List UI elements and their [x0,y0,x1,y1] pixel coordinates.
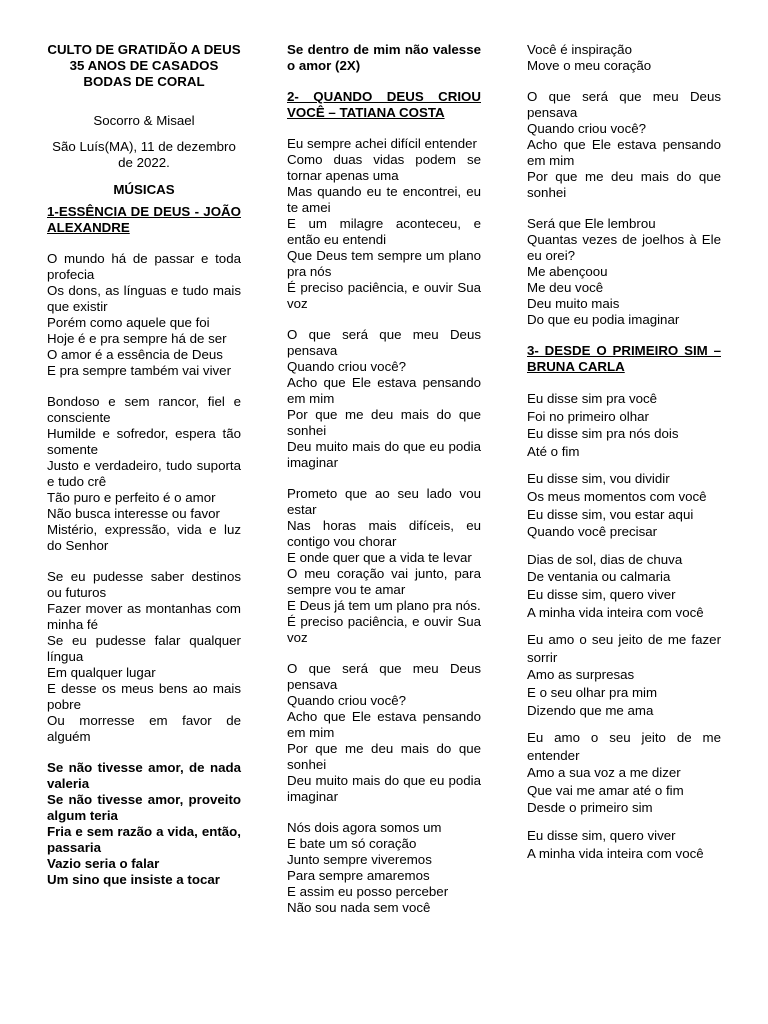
lyric-line: Ou morresse em favor de alguém [47,713,241,744]
lyric-line: Um sino que insiste a tocar [47,872,220,887]
lyric-line: Fazer mover as montanhas com minha fé [47,601,241,632]
title-line: CULTO DE GRATIDÃO A DEUS [47,42,241,57]
lyric-line: Dizendo que me ama [527,702,654,718]
lyric-line: Desde o primeiro sim [527,800,653,816]
couple-names: Socorro & Misael [93,113,195,128]
lyric-line: Não busca interesse ou favor [47,506,220,521]
lyric-line: O amor é a essência de Deus [47,347,223,362]
lyric-line: O que será que meu Deus pensava [287,661,481,692]
song2-stanza [527,216,721,328]
song2-stanza [287,661,481,805]
lyric-line: E bate um só coração [287,836,417,851]
lyric-line: Junto sempre viveremos [287,852,432,867]
song1-heading: 1-ESSÊNCIA DE DEUS - JOÃO ALEXANDRE [47,204,241,235]
lyric-line: Dias de sol, dias de chuva [527,551,683,567]
song3-stanza [527,729,721,817]
lyric-line: Deu muito mais do que eu podia imaginar [287,773,481,804]
lyric-line: Justo e verdadeiro, tudo suporta e tudo crê [47,458,241,489]
lyric-line: Deu muito mais [527,296,620,311]
lyric-line: Acho que Ele estava pensando em mim [287,375,481,406]
music-label: MÚSICAS [113,182,175,197]
lyric-line: Humilde e sofredor, espera tão somente [47,426,241,457]
lyric-line: Os dons, as línguas e tudo mais que existir [47,283,241,314]
lyric-line: Porém como aquele que foi [47,315,210,330]
lyric-line: E desse os meus bens ao mais pobre [47,681,241,712]
lyric-line: O que será que meu Deus pensava [527,89,721,120]
lyric-line: Será que Ele lembrou [527,216,656,231]
lyric-line: Prometo que ao seu lado vou estar [287,486,481,517]
lyric-line: É preciso paciência, e ouvir Sua voz [287,280,481,311]
lyric-line: Eu disse sim, quero viver [527,586,676,602]
lyric-line: Que vai me amar até o fim [527,782,684,798]
lyric-line: Move o meu coração [527,58,652,73]
lyric-line: Hoje é e pra sempre há de ser [47,331,227,346]
column-1 [47,42,241,903]
lyric-line: Se eu pudesse falar qualquer língua [47,633,241,664]
lyric-line: Em qualquer lugar [47,665,156,680]
song2-stanza [287,327,481,471]
song1-chorus-end [287,42,481,74]
song3-heading: 3- DESDE O PRIMEIRO SIM – BRUNA CARLA [527,343,721,374]
lyric-line: Acho que Ele estava pensando em mim [287,709,481,740]
lyric-line: Quando criou você? [527,121,647,136]
song2-stanza [287,486,481,646]
song1-chorus [47,760,241,888]
lyric-line: Bondoso e sem rancor, fiel e consciente [47,394,241,425]
lyric-line: Foi no primeiro olhar [527,408,649,424]
lyric-line: Amo a sua voz a me dizer [527,765,681,781]
lyric-line: Quantas vezes de joelhos à Ele eu orei? [527,232,721,263]
lyric-line: Eu disse sim pra nós dois [527,426,679,442]
song3-stanza [527,551,721,621]
lyric-line: Para sempre amaremos [287,868,430,883]
lyric-line: Por que me deu mais do que sonhei [527,169,721,200]
lyric-line: Até o fim [527,443,580,459]
lyric-line: Eu disse sim, vou dividir [527,471,670,487]
lyric-line: E assim eu posso perceber [287,884,449,899]
lyric-line: A minha vida inteira com você [527,845,704,861]
lyric-line: Que Deus tem sempre um plano pra nós [287,248,481,279]
song3-stanza [527,470,721,540]
title-line: 35 ANOS DE CASADOS [69,58,219,73]
lyric-line: Nas horas mais difíceis, eu contigo vou chorar [287,518,481,549]
column-2 [287,42,481,931]
lyric-line: Por que me deu mais do que sonhei [287,407,481,438]
lyric-line: Se não tivesse amor, de nada valeria [47,760,241,791]
lyric-line: Eu disse sim, quero viver [527,828,676,844]
lyric-line: Se dentro de mim não valesse o amor (2X) [287,42,481,73]
lyric-line: Acho que Ele estava pensando em mim [527,137,721,168]
song2-stanza [287,136,481,312]
lyric-line: Me abençoou [527,264,608,279]
lyric-line: É preciso paciência, e ouvir Sua voz [287,614,481,645]
lyric-line: O meu coração vai junto, para sempre vou te amar [287,566,481,597]
lyric-line: De ventania ou calmaria [527,569,671,585]
column-3 [527,42,721,872]
song1-stanza [47,394,241,554]
lyric-line: Amo as surpresas [527,667,635,683]
song3-stanza [527,631,721,719]
lyric-line: E pra sempre também vai viver [47,363,232,378]
document-title [47,42,241,90]
lyric-line: Mistério, expressão, vida e luz do Senhor [47,522,241,553]
lyric-line: E o seu olhar pra mim [527,684,658,700]
lyric-line: E onde quer que a vida te levar [287,550,472,565]
lyric-line: Vazio seria o falar [47,856,160,871]
lyric-line: Quando criou você? [287,693,407,708]
lyric-line: Não sou nada sem você [287,900,431,915]
song2-stanza [527,89,721,201]
lyric-line: Por que me deu mais do que sonhei [287,741,481,772]
lyric-line: Nós dois agora somos um [287,820,442,835]
lyric-line: O mundo há de passar e toda profecia [47,251,241,282]
title-line: BODAS DE CORAL [83,74,205,89]
lyric-line: Deu muito mais do que eu podia imaginar [287,439,481,470]
song3-stanza [527,827,721,862]
lyric-line: Você é inspiração [527,42,632,57]
song2-stanza [287,820,481,916]
lyric-line: Eu disse sim pra você [527,391,658,406]
lyric-line: E um milagre aconteceu, e então eu entendi [287,216,481,247]
lyric-line: Eu amo o seu jeito de me entender [527,730,721,763]
song1-stanza [47,251,241,379]
lyric-line: Eu sempre achei difícil entender [287,136,477,151]
lyric-line: Eu amo o seu jeito de me fazer sorrir [527,632,721,665]
song2-stanza [527,42,721,74]
song1-stanza [47,569,241,745]
lyric-line: Me deu você [527,280,604,295]
lyric-line: Quando criou você? [287,359,407,374]
lyric-line: Os meus momentos com você [527,488,707,504]
lyric-line: Eu disse sim, vou estar aqui [527,506,694,522]
song3-stanza [527,390,721,460]
lyric-line: Fria e sem razão a vida, então, passaria [47,824,241,855]
lyric-line: E Deus já tem um plano pra nós. [287,598,481,613]
lyric-line: O que será que meu Deus pensava [287,327,481,358]
lyric-line: Se eu pudesse saber destinos ou futuros [47,569,241,600]
lyric-line: Tão puro e perfeito é o amor [47,490,216,505]
lyric-line: Como duas vidas podem se tornar apenas uma [287,152,481,183]
lyric-line: Mas quando eu te encontrei, eu te amei [287,184,481,215]
lyric-line: Do que eu podia imaginar [527,312,680,327]
song2-heading: 2- QUANDO DEUS CRIOU VOCÊ – TATIANA COSTA [287,89,481,120]
lyric-line: A minha vida inteira com você [527,604,704,620]
lyric-line: Se não tivesse amor, proveito algum teria [47,792,241,823]
lyric-line: Quando você precisar [527,524,658,540]
place-date: São Luís(MA), 11 de dezembro de 2022. [52,139,236,170]
